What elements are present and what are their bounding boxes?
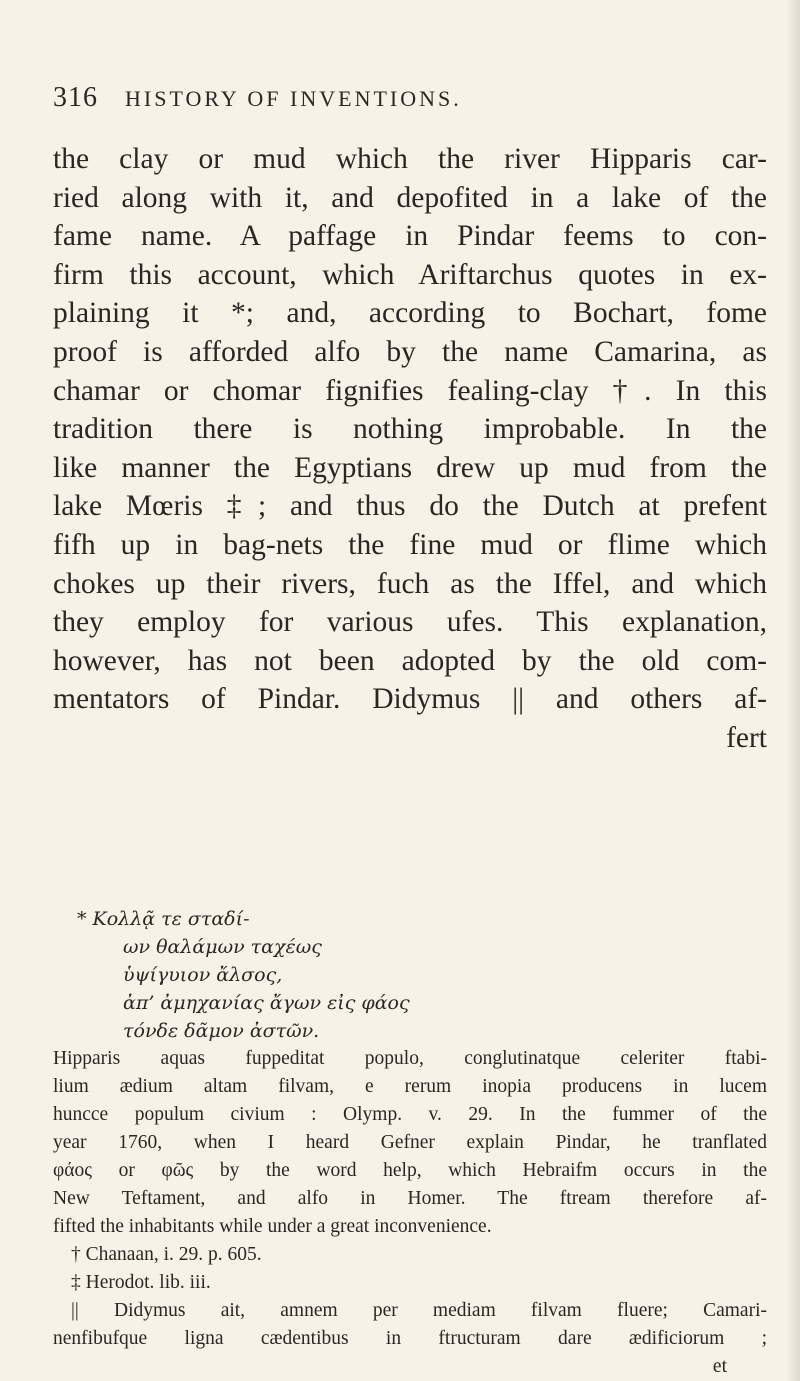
footnote-parallel-line: || Didymus ait, amnem per mediam filvam fluere; Camari- [71,1300,767,1321]
text-line: the clay or mud which the river Hipparis car- [53,143,767,175]
text-line: tradition there is nothing improbable. In the [53,413,767,446]
footnote-latin-line: New Teftament, and alfo in Homer. The ftream therefore af- [53,1188,767,1209]
footnote-greek-line: * Κολλᾷ τε σταδί- [77,908,250,930]
main-text [53,140,767,758]
text-line: like manner the Egyptians drew up mud from the [53,451,767,484]
text-line: mentators of Pindar. Didymus || and others af- [53,683,767,716]
footnote-dagger: † Chanaan, i. 29. p. 605. [71,1244,262,1265]
text-line: proof is afforded alfo by the name Camarina, as [53,335,767,368]
text-line: firm this account, which Ariftarchus quotes in ex- [53,258,767,291]
page-edge-shadow [786,0,800,1381]
text-line: ried along with it, and depofited in a lake of the [53,181,767,214]
text-line: they employ for various ufes. This explanation, [53,606,767,639]
footnote-latin-line: fifted the inhabitants while under a great inconvenience. [53,1216,492,1237]
footnote-catchword: et [712,1356,727,1377]
text-line: plaining it *; and, according to Bochart, fome [53,297,767,330]
footnote-double-dagger: ‡ Herodot. lib. iii. [71,1272,211,1293]
page-header [53,82,753,122]
text-line: lake Mœris ‡; and thus do the Dutch at prefent [53,490,767,523]
footnote-greek-line: ων θαλάμων ταχέως [123,936,322,958]
catchword: fert [726,721,767,754]
footnote-latin-line: year 1760, when I heard Gefner explain Pindar, he tranflated [53,1132,767,1153]
footnote-latin-line: huncce populum civium : Olymp. v. 29. In the fummer of the [53,1104,767,1125]
footnotes [53,905,767,1381]
page-number: 316 [53,82,98,113]
footnote-greek-line: ὑψίγυιον ἄλσος, [123,964,283,986]
footnote-greek-line: ἀπ’ ἀμηχανίας ἄγων εἰς φάος [123,992,410,1014]
footnote-parallel-line: nenfibufque ligna cædentibus in ftructuram dare ædificiorum ; [53,1328,767,1349]
text-line: fame name. A paffage in Pindar feems to con- [53,220,767,253]
text-line: however, has not been adopted by the old com- [53,644,767,677]
text-line: chamar or chomar fignifies fealing-clay †. In this [53,374,767,407]
footnote-latin-line: Hipparis aquas fuppeditat populo, conglutinatque celeriter ftabi- [53,1048,767,1069]
footnote-latin-line: φάος or φῶς by the word help, which Hebraifm occurs in the [53,1160,767,1181]
footnote-latin-line: lium ædium altam filvam, e rerum inopia producens in lucem [53,1076,767,1097]
text-line: fifh up in bag-nets the fine mud or flime which [53,528,767,561]
running-head: HISTORY OF INVENTIONS. [125,86,462,111]
footnote-greek-line: τόνδε δᾶμον ἀστῶν. [123,1020,320,1042]
text-line: chokes up their rivers, fuch as the Iffel, and which [53,567,767,600]
